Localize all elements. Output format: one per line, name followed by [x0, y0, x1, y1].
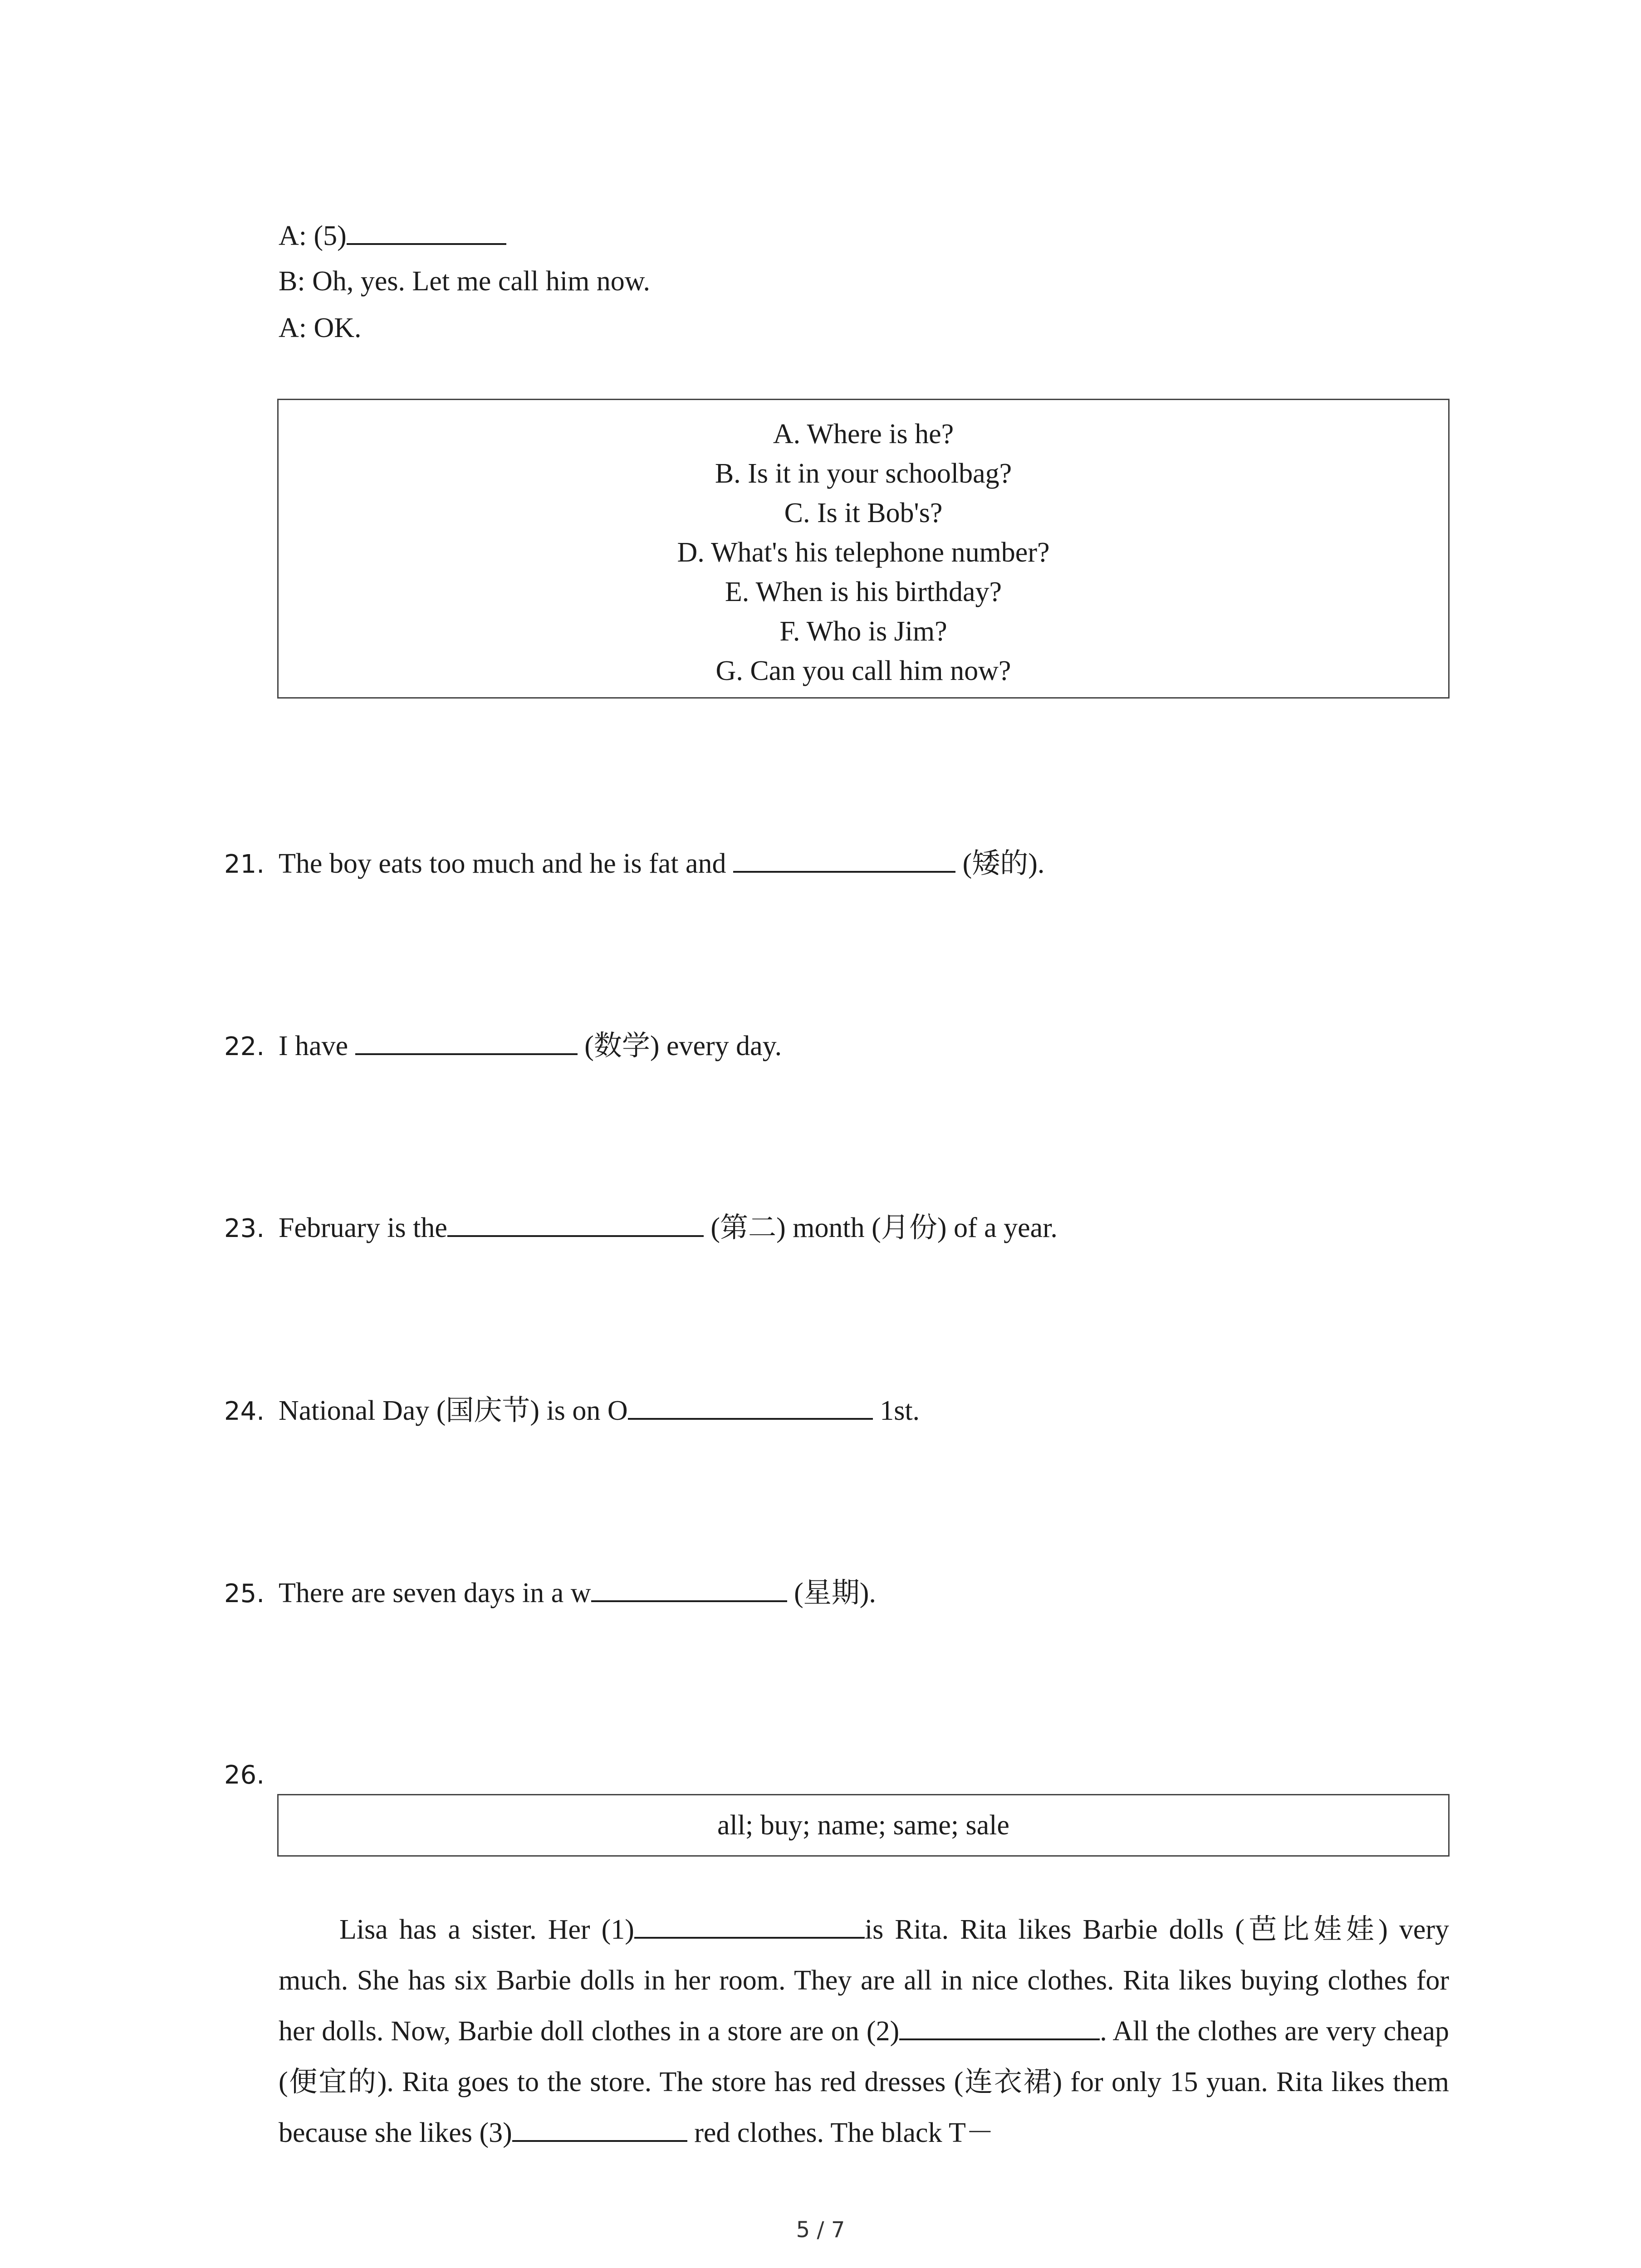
option-d: D. What's his telephone number?: [677, 537, 1050, 568]
option-b: B. Is it in your schoolbag?: [715, 458, 1012, 489]
dialogue-a5-text: A: (5): [279, 220, 347, 251]
answer-blank-26-1[interactable]: [634, 1911, 865, 1939]
passage-text-1: Lisa has a sister. Her (1): [339, 1914, 634, 1945]
options-box: [277, 399, 1450, 699]
page-number: 5 / 7: [796, 2217, 845, 2243]
question-number: 21.: [224, 850, 265, 879]
option-c: C. Is it Bob's?: [784, 498, 943, 528]
answer-blank-5[interactable]: [347, 217, 506, 245]
question-25: [224, 1574, 876, 1612]
question-hint: 1st.: [872, 1395, 920, 1426]
word-bank-box: [277, 1794, 1450, 1857]
word-bank-text: all; buy; name; same; sale: [717, 1809, 1009, 1841]
answer-blank-25[interactable]: [591, 1574, 787, 1602]
option-f: F. Who is Jim?: [779, 616, 947, 647]
answer-blank-21[interactable]: [733, 845, 955, 873]
question-hint: (数学) every day.: [577, 1031, 782, 1061]
question-hint: (第二) month (月份) of a year.: [703, 1212, 1058, 1243]
question-number: 22.: [224, 1032, 265, 1061]
question-hint: (星期).: [787, 1578, 876, 1608]
question-23: [224, 1209, 1058, 1247]
question-text: There are seven days in a w: [279, 1578, 591, 1608]
question-hint: (矮的).: [955, 848, 1045, 879]
question-text: The boy eats too much and he is fat and: [279, 848, 734, 879]
answer-blank-26-2[interactable]: [899, 2012, 1100, 2040]
question-text: February is the: [279, 1212, 447, 1243]
question-text: National Day (国庆节) is on O: [279, 1395, 628, 1426]
question-number: 24.: [224, 1397, 265, 1426]
answer-blank-24[interactable]: [628, 1392, 873, 1420]
option-a: A. Where is he?: [773, 419, 954, 450]
question-number: 25.: [224, 1579, 265, 1608]
question-number: 26.: [224, 1760, 265, 1790]
question-number: 23.: [224, 1214, 265, 1243]
question-24: [224, 1392, 920, 1430]
answer-blank-23[interactable]: [447, 1209, 704, 1237]
option-e: E. When is his birthday?: [725, 577, 1002, 607]
passage-text-3: . All the clothes are very cheap (便宜的). Rita goes to the store. The store has red dresses (连衣裙) for only 15 yuan. Rita likes them because she likes (3): [279, 2016, 1449, 2148]
cloze-passage: [279, 1904, 1449, 2158]
dialogue-line-a-ok: A: OK.: [279, 313, 362, 343]
question-text: I have: [279, 1031, 355, 1061]
answer-blank-22[interactable]: [355, 1027, 578, 1055]
question-26: [224, 1756, 279, 1794]
question-21: [224, 845, 1044, 883]
dialogue-line-a5: [279, 217, 506, 254]
option-g: G. Can you call him now?: [715, 655, 1011, 686]
question-22: [224, 1027, 782, 1065]
passage-text-4: red clothes. The black T－: [687, 2117, 994, 2148]
answer-blank-26-3[interactable]: [512, 2114, 687, 2142]
dialogue-line-b: B: Oh, yes. Let me call him now.: [279, 266, 651, 297]
passage-text-2: is Rita. Rita likes Barbie dolls (芭比娃娃) very much. She has six Barbie dolls in her room. They are all in nice clothes. Rita likes buying clothes for her dolls. Now, Barbie doll clothes in a store are on (2): [279, 1914, 1449, 2047]
